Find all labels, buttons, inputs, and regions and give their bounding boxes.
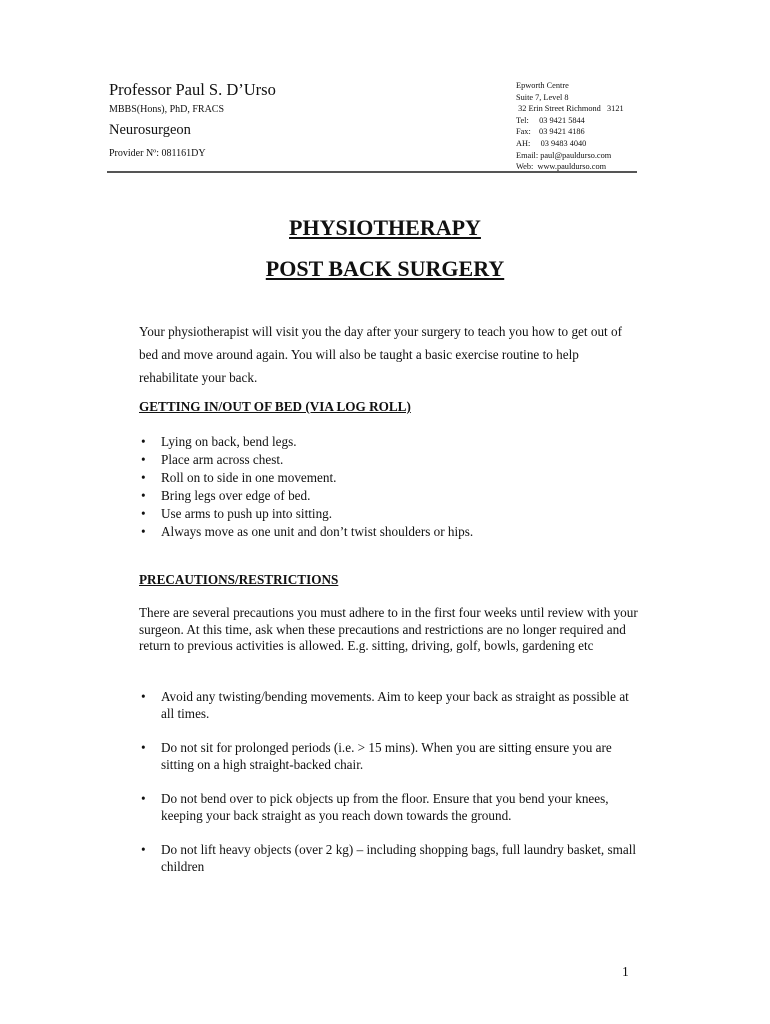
list-item: • Do not sit for prolonged periods (i.e. > 15 mins). When you are sitting ensure you are sitting on a high straight-backed chair. [141,740,612,772]
bullet-icon: • [141,434,146,449]
document-title-line-2: POST BACK SURGERY [265,256,505,281]
bullet-icon: • [141,506,146,521]
doctor-specialty: Neurosurgeon [109,122,191,138]
list-item: • Lying on back, bend legs. [141,434,297,449]
contact-email: Email: paul@pauldurso.com [516,150,612,160]
page-number: 1 [622,964,629,979]
list-item: • Do not lift heavy objects (over 2 kg) – including shopping bags, full laundry basket, small children [141,842,637,874]
bullet-icon: • [141,689,146,704]
bullet-icon: • [141,842,146,857]
list-item: • Bring legs over edge of bed. [141,488,311,503]
doctor-name: Professor Paul S. D’Urso [109,80,276,99]
provider-number: Provider Nº: 081161DY [109,148,206,159]
bullet-icon: • [141,791,146,806]
doctor-qualifications: MBBS(Hons), PhD, FRACS [109,104,225,115]
list-item: • Always move as one unit and don’t twist shoulders or hips. [141,524,474,539]
contact-fax: Fax: 03 9421 4186 [516,127,585,137]
list-item: • Use arms to push up into sitting. [141,506,333,521]
list-item: • Roll on to side in one movement. [141,470,337,485]
list-item: • Avoid any twisting/bending movements. Aim to keep your back as straight as possible at all times. [141,689,629,721]
section-heading-precautions: PRECAUTIONS/RESTRICTIONS [139,572,339,587]
bullet-icon: • [141,524,146,539]
list-item: • Place arm across chest. [141,452,284,467]
header-divider [107,171,637,173]
contact-after-hours: AH: 03 9483 4040 [516,138,587,148]
intro-paragraph: Your physiotherapist will visit you the day after your surgery to teach you how to get out of bed and move around again. You will also be taught a basic exercise routine to help rehabilitate your back. [139,324,622,385]
address-line-1: Epworth Centre [516,81,569,90]
section-heading-log-roll: GETTING IN/OUT OF BED (VIA LOG ROLL) [139,399,411,414]
bullet-icon: • [141,740,146,755]
contact-block [516,80,624,173]
log-roll-steps-list [139,433,639,541]
bullet-icon: • [141,470,146,485]
document-title-line-1: PHYSIOTHERAPY [289,215,481,240]
list-item: • Do not bend over to pick objects up from the floor. Ensure that you bend your knees, keeping your back straight as you reach down towards the ground. [141,791,609,823]
precautions-list [139,688,639,892]
contact-tel: Tel: 03 9421 5844 [516,115,585,125]
contact-web: Web: www.pauldurso.com [516,162,607,172]
address-line-3: 32 Erin Street Richmond 3121 [516,104,624,114]
precautions-intro-paragraph: There are several precautions you must adhere to in the first four weeks until review with your surgeon. At this time, ask when these precautions and restrictions are no longer required and return to previous activities is allowed. E.g. sitting, driving, golf, bowls, gardening etc [139,605,638,653]
bullet-icon: • [141,452,146,467]
address-line-2: Suite 7, Level 8 [516,92,569,102]
bullet-icon: • [141,488,146,503]
